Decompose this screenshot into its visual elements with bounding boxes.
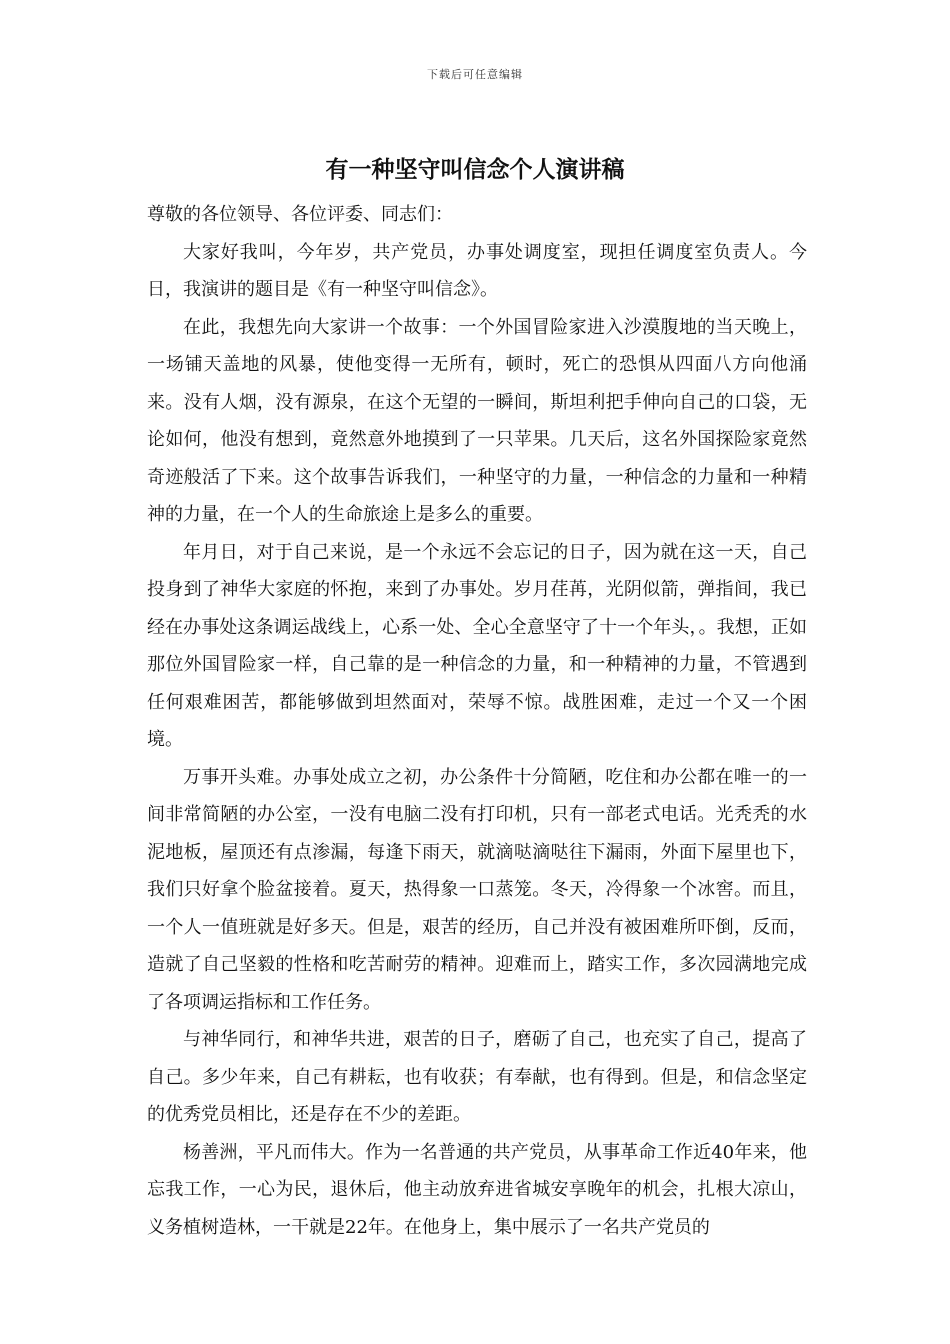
document-body <box>147 196 807 1246</box>
document-title: 有一种坚守叫信念个人演讲稿 <box>325 156 625 183</box>
header-note: 下载后可任意编辑 <box>427 68 523 81</box>
paragraph-5: 与神华同行，和神华共进，艰苦的日子，磨砺了自己，也充实了自己，提高了自己。多少年来，自己有耕耘，也有收获；有奉献，也有得到。但是，和信念坚定的优秀党员相比，还是存在不少的差距。 <box>147 1029 807 1125</box>
salutation: 尊敬的各位领导、各位评委、同志们： <box>147 204 453 225</box>
paragraph-3: 年月日，对于自己来说，是一个永远不会忘记的日子，因为就在这一天，自己投身到了神华大家庭的怀抱，来到了办事处。岁月荏苒，光阴似箭，弹指间，我已经在办事处这条调运战线上，心系一处、全心全意坚守了十一个年头，。我想，正如那位外国冒险家一样，自己靠的是一种信念的力量，和一种精神的力量，不管遇到任何艰难困苦，都能够做到坦然面对，荣辱不惊。战胜困难，走过一个又一个困境。 <box>147 541 807 750</box>
paragraph-2: 在此，我想先向大家讲一个故事：一个外国冒险家进入沙漠腹地的当天晚上，一场铺天盖地的风暴，使他变得一无所有，顿时，死亡的恐惧从四面八方向他涌来。没有人烟，没有源泉，在这个无望的一瞬间，斯坦利把手伸向自己的口袋，无论如何，他没有想到，竟然意外地摸到了一只苹果。几天后，这名外国探险家竟然奇迹般活了下来。这个故事告诉我们，一种坚守的力量，一种信念的力量和一种精神的力量，在一个人的生命旅途上是多么的重要。 <box>147 316 807 525</box>
paragraph-6: 杨善洲，平凡而伟大。作为一名普通的共产党员，从事革命工作近40年来，他忘我工作，一心为民，退休后，他主动放弃进省城安享晚年的机会，扎根大凉山，义务植树造林，一干就是22年。在他身上，集中展示了一名共产党员的 <box>147 1141 807 1238</box>
paragraph-1: 大家好我叫，今年岁，共产党员，办事处调度室，现担任调度室负责人。今日，我演讲的题目是《有一种坚守叫信念》。 <box>147 241 807 300</box>
paragraph-4: 万事开头难。办事处成立之初，办公条件十分简陋，吃住和办公都在唯一的一间非常简陋的办公室，一没有电脑二没有打印机，只有一部老式电话。光秃秃的水泥地板，屋顶还有点渗漏，每逢下雨天，就滴哒滴哒往下漏雨，外面下屋里也下，我们只好拿个脸盆接着。夏天，热得象一口蒸笼。冬天，冷得象一个冰窖。而且，一个人一值班就是好多天。但是，艰苦的经历，自己并没有被困难所吓倒，反而，造就了自己坚毅的性格和吃苦耐劳的精神。迎难而上，踏实工作，多次园满地完成了各项调运指标和工作任务。 <box>147 766 807 1013</box>
